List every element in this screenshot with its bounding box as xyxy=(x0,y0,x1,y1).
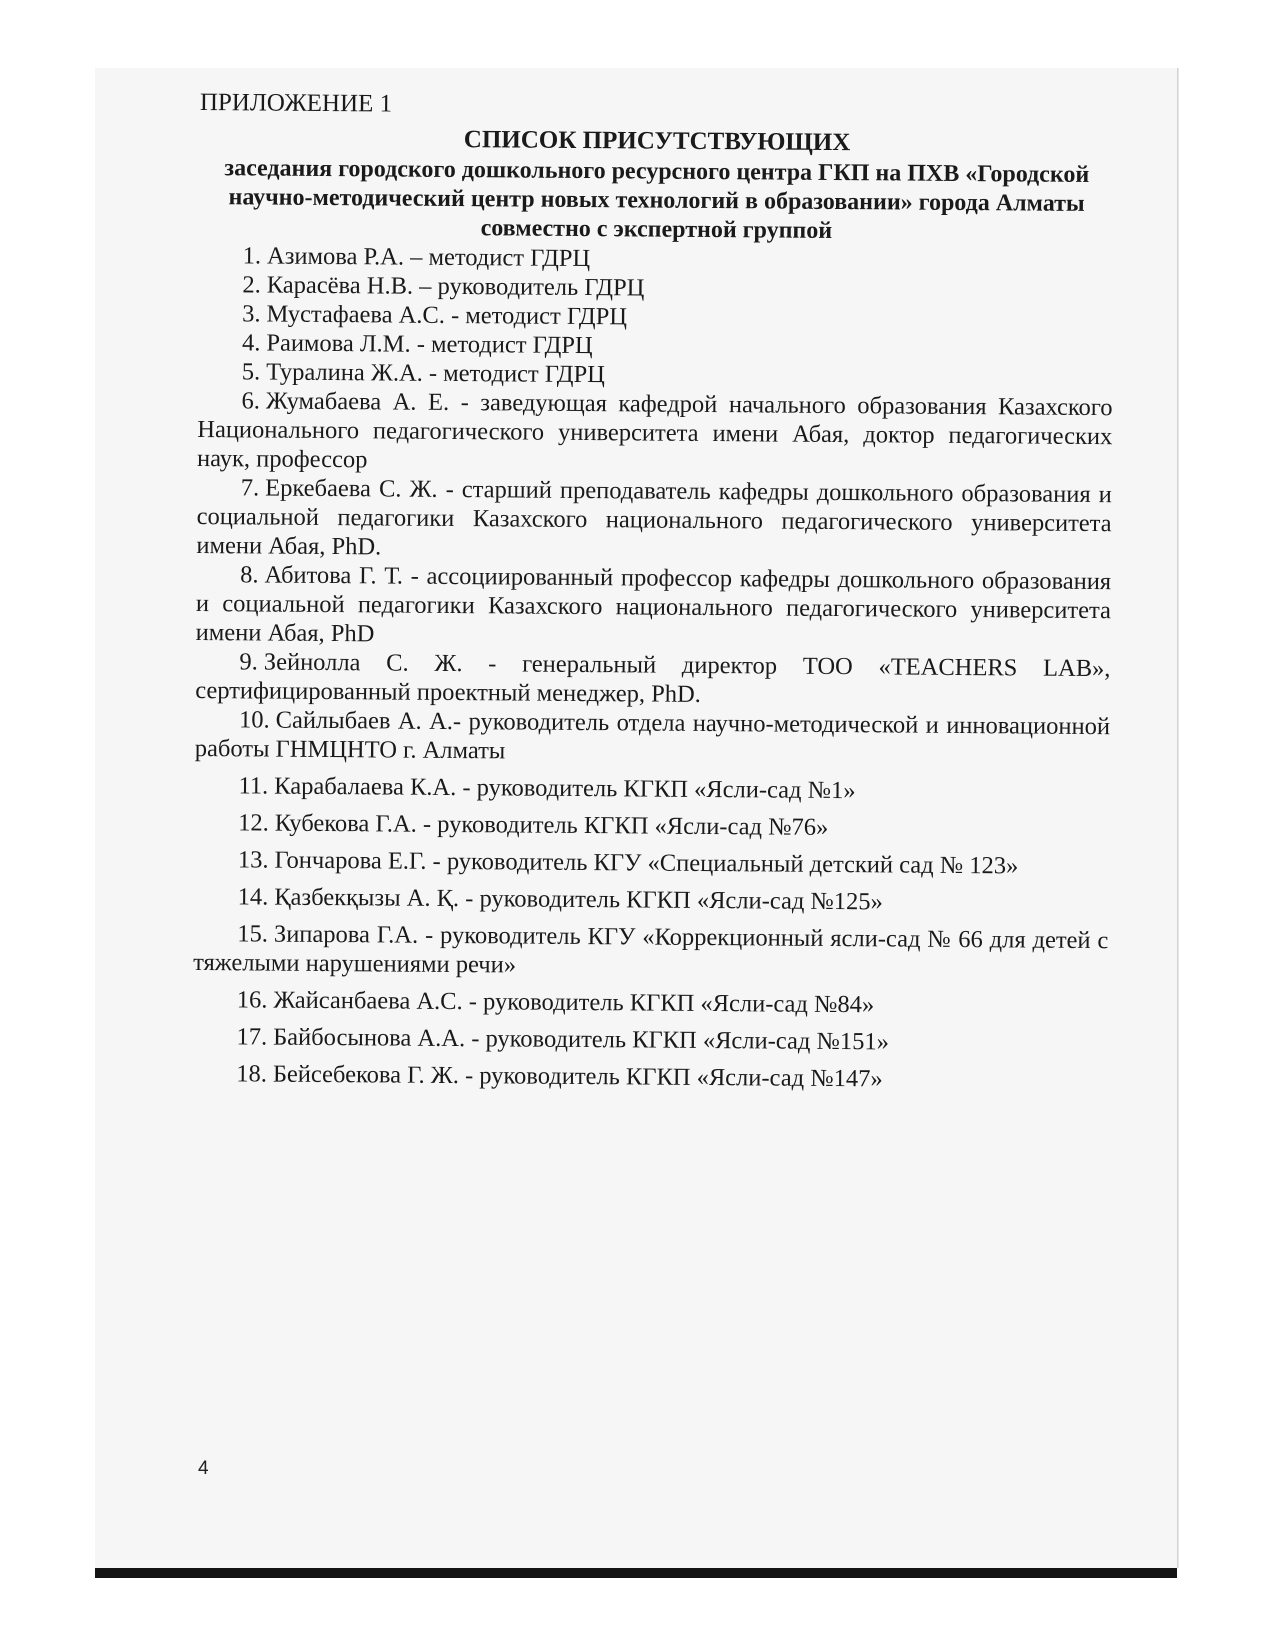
list-item-text: Қазбекқызы А. Қ. - руководитель КГКП «Ясли-сад №125» xyxy=(274,883,883,916)
list-item xyxy=(194,808,1109,844)
list-item xyxy=(195,705,1110,770)
list-item-number: 1. xyxy=(242,242,262,270)
list-item-text: Абитова Г. Т. - ассоциированный профессор кафедры дошкольного образования и социальной педагогики Казахского национального педагогического университета имени Абая, PhD xyxy=(195,561,1112,648)
list-item-text: Кубекова Г.А. - руководитель КГКП «Ясли-сад №76» xyxy=(274,809,829,841)
list-item xyxy=(196,473,1112,567)
list-item-number: 12. xyxy=(238,809,269,837)
list-item-text: Карасёва Н.В. – руководитель ГДРЦ xyxy=(266,271,645,302)
list-item xyxy=(192,1022,1107,1058)
attendee-list xyxy=(192,241,1114,1095)
list-item-number: 9. xyxy=(239,648,258,676)
list-item-number: 2. xyxy=(242,271,261,299)
list-item xyxy=(195,647,1110,712)
list-item-text: Еркебаева С. Ж. - старший преподаватель кафедры дошкольного образования и социальной педагогики Казахского национального педагогического университета имени Абая, PhD. xyxy=(196,474,1112,561)
list-item-text: Мустафаева А.С. - методист ГДРЦ xyxy=(266,300,628,331)
list-item-number: 6. xyxy=(241,387,261,415)
list-item-text: Сайлыбаев А. А.- руководитель отдела научно-методической и инновационной работы ГНМЦНТО г. Алматы xyxy=(194,706,1111,765)
list-item-number: 8. xyxy=(240,561,259,589)
list-item-number: 16. xyxy=(236,986,268,1014)
scan-bottom-edge xyxy=(95,1568,1177,1578)
document-content xyxy=(192,88,1115,1095)
list-item-text: Зейнолла С. Ж. - генеральный директор ТОО «TEACHERS LAB», сертифицированный проектный менеджер, PhD. xyxy=(195,648,1111,708)
appendix-label: ПРИЛОЖЕНИЕ 1 xyxy=(199,88,393,118)
list-item-text: Карабалаева К.А. - руководитель КГКП «Ясли-сад №1» xyxy=(274,772,856,805)
list-item-number: 10. xyxy=(238,706,270,734)
list-item-number: 17. xyxy=(236,1023,268,1051)
list-item-text: Раимова Л.М. - методист ГДРЦ xyxy=(266,329,593,360)
list-item xyxy=(193,919,1108,984)
list-item-text: Жумабаева А. Е. - заведующая кафедрой начального образования Казахского Национального педагогического университета имени Абая, доктор педагогических наук, профессор xyxy=(196,387,1113,474)
document-subtitle: заседания городского дошкольного ресурсного центра ГКП на ПХВ «Городской научно-методический центр новых технологий в образовании» города Алматы совместно с экспертной группой xyxy=(224,155,1090,244)
list-item-text: Бейсебекова Г. Ж. - руководитель КГКП «Ясли-сад №147» xyxy=(272,1060,883,1093)
list-item xyxy=(194,882,1109,918)
list-item-number: 4. xyxy=(241,329,261,357)
list-item-text: Азимова Р.А. – методист ГДРЦ xyxy=(266,242,591,273)
document-title: СПИСОК ПРИСУТСТВУЮЩИХ xyxy=(463,126,851,157)
list-item xyxy=(194,845,1109,881)
list-item-number: 11. xyxy=(238,772,269,800)
list-item-number: 5. xyxy=(241,358,261,386)
list-item xyxy=(196,560,1112,654)
list-item-number: 13. xyxy=(237,846,269,874)
list-item-number: 3. xyxy=(242,300,261,328)
list-item-text: Туралина Ж.А. - методист ГДРЦ xyxy=(266,358,605,389)
page-number: 4 xyxy=(198,1458,209,1479)
list-item-text: Гончарова Е.Г. - руководитель КГУ «Специальный детский сад № 123» xyxy=(274,846,1019,880)
list-item-text: Зипарова Г.А. - руководитель КГУ «Коррекционный ясли-сад № 66 для детей с тяжелыми нарушениями речи» xyxy=(193,920,1109,979)
list-item-number: 7. xyxy=(240,474,260,502)
list-item-number: 18. xyxy=(236,1060,267,1088)
list-item xyxy=(197,386,1113,480)
list-item xyxy=(194,771,1109,807)
list-item-text: Жайсанбаева А.С. - руководитель КГКП «Ясли-сад №84» xyxy=(273,986,875,1019)
list-item xyxy=(193,985,1108,1021)
list-item-number: 14. xyxy=(237,883,269,911)
list-item-text: Байбосынова А.А. - руководитель КГКП «Ясли-сад №151» xyxy=(273,1023,889,1056)
list-item-number: 15. xyxy=(237,920,269,948)
